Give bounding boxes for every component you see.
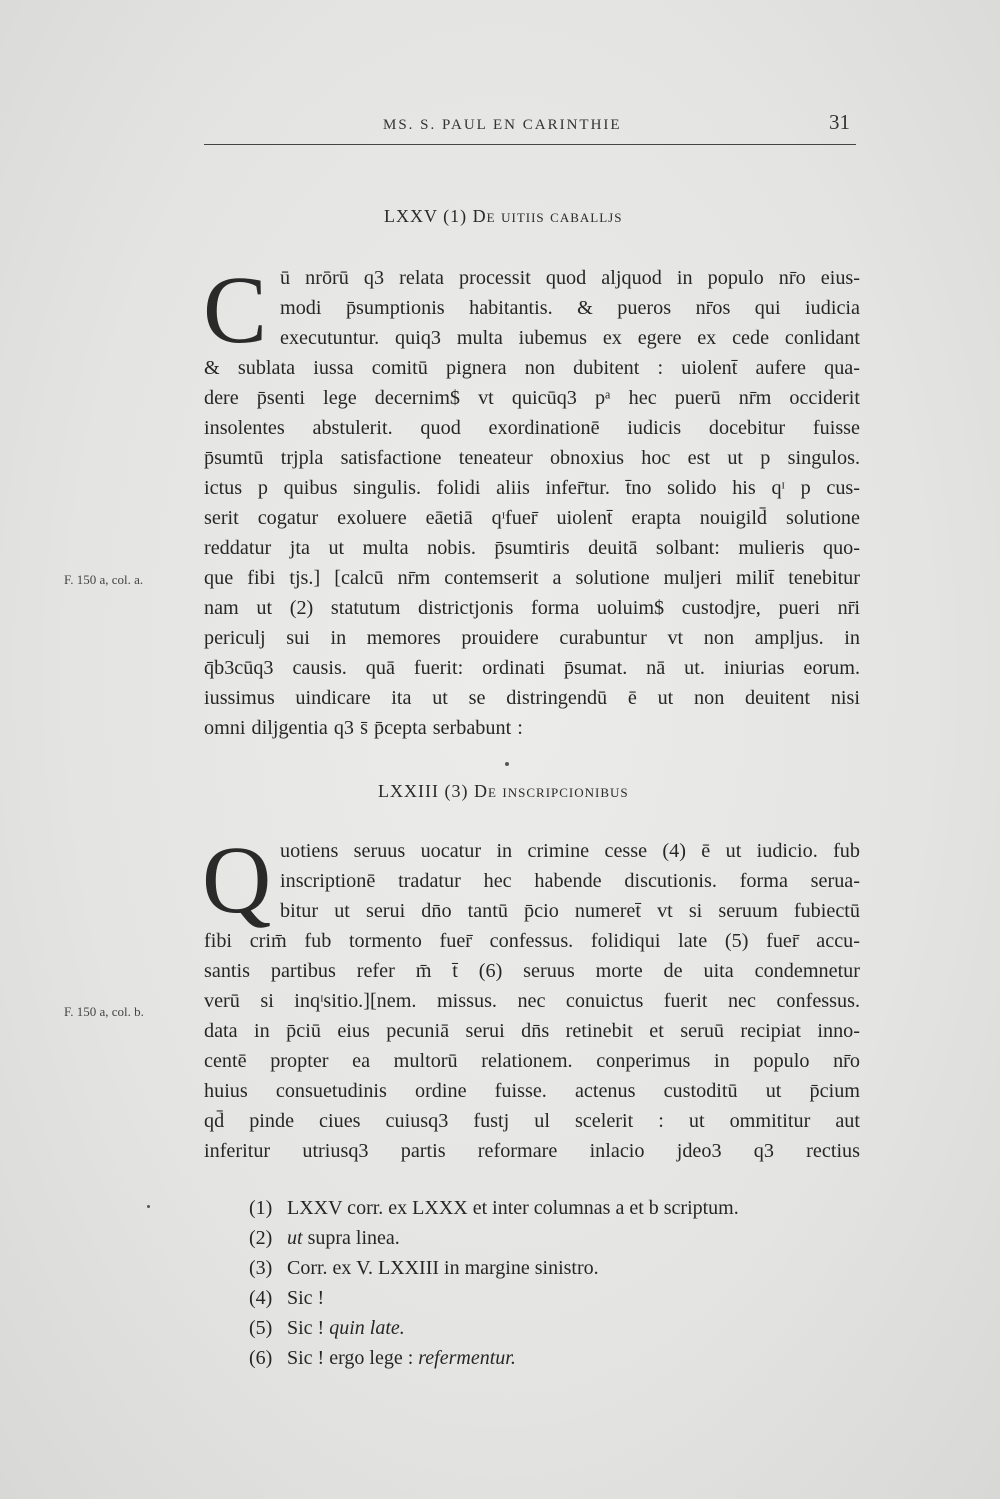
footnote-number: (5) <box>249 1317 273 1339</box>
footnote-text: Sic ! <box>287 1287 325 1309</box>
footnote-text: Corr. ex V. LXXIII in margine sinistro. <box>287 1257 599 1279</box>
footnotes <box>249 1193 739 1373</box>
text-line: bitur ut serui dn̄o tantū p̄cio numeret̄ vt si seruum fubiectū <box>280 900 860 922</box>
text-line: fibi crim̄ fub tormento fuer̄ confessus. folidiqui late (5) fuer̄ accu- <box>204 930 860 952</box>
text-line: executuntur. quiq3 multa iubemus ex egere ex cede conlidant <box>280 327 860 349</box>
footnote-3 <box>249 1253 739 1283</box>
margin-note-col-b: F. 150 a, col. b. <box>64 1004 144 1019</box>
section2-text <box>204 836 860 1166</box>
dropcap-c: C <box>203 256 268 363</box>
footnote-5 <box>249 1313 739 1343</box>
text-line: reddatur jta ut multa nobis. p̄sumtiris deuitā solbant: mulieris quo- <box>204 537 860 559</box>
text-line: modi p̄sumptionis habitantis. & pueros nr̄os qui iudicia <box>280 297 860 319</box>
text-line: insolentes abstulerit. quod exordinationē iudicis docebitur fuisse <box>204 417 860 439</box>
dropcap-q: Q <box>202 826 272 933</box>
page-number: 31 <box>829 110 850 134</box>
footnote-number: (3) <box>249 1257 273 1279</box>
text-line: omni diljgentia q3 s̄ p̄cepta serbabunt : <box>204 717 523 739</box>
section-heading-lxxv: LXXV (1) De uitiis caballjs <box>384 206 623 226</box>
footnote-number: (4) <box>249 1287 273 1309</box>
footnote-number: (1) <box>249 1197 273 1219</box>
text-line: periculj sui in memores prouidere curabuntur vt non ampljus. in <box>204 627 860 649</box>
footnote-text: Sic ! ergo lege : <box>287 1347 419 1369</box>
text-line: uotiens seruus uocatur in crimine cesse (4) ē ut iudicio. fub <box>280 840 860 862</box>
footnote-text: LXXV corr. ex LXXX et inter columnas a et b scriptum. <box>287 1197 739 1219</box>
text-line: p̄sumtū trjpla satisfactione teneateur obnoxius hoc est ut p singulos. <box>204 447 860 469</box>
text-line: nam ut (2) statutum districtjonis forma uoluim$ custodjre, pueri nr̄i <box>204 597 860 619</box>
section-heading-lxxiii: LXXIII (3) De inscripcionibus <box>378 781 629 801</box>
text-line: data in p̄ciū eius pecuniā serui dn̄s retinebit et seruū recipiat inno- <box>204 1020 860 1042</box>
footnote-italic: quin late. <box>329 1317 405 1339</box>
footnote-number: (6) <box>249 1347 273 1369</box>
text-line: huius consuetudinis ordine fuisse. actenus custoditū ut p̄cium <box>204 1080 860 1102</box>
margin-note-col-a: F. 150 a, col. a. <box>64 572 144 587</box>
text-line: dere p̄senti lege decernim$ vt quicūq3 pᵃ hec puerū nr̄m occiderit <box>204 387 860 409</box>
footnote-number: (2) <box>249 1227 273 1249</box>
text-line: santis partibus refer m̄ t̄ (6) seruus morte de uita condemnetur <box>204 960 860 982</box>
footnote-2 <box>249 1223 739 1253</box>
text-line: iussimus uindicare ita ut se distringendū ē ut non deuitent nisi <box>204 687 860 709</box>
footnote-1 <box>249 1193 739 1223</box>
section1-text <box>203 256 860 743</box>
footnote-text: supra linea. <box>302 1227 400 1249</box>
text-line: qd̄ pinde ciues cuiusq3 fustj ul scelerit : ut ommititur aut <box>204 1110 860 1132</box>
text-line: ictus p quibus singulis. folidi aliis infer̄tur. t̄no solido his qᶦ p cus- <box>204 477 860 499</box>
ink-dot <box>505 762 509 766</box>
text-line: verū si inqᶦsitio.][nem. missus. nec conuictus fuerit nec confessus. <box>204 990 860 1012</box>
footnote-italic: ut <box>287 1227 303 1249</box>
running-head-title: MS. S. PAUL EN CARINTHIE <box>383 117 622 133</box>
footnote-4 <box>249 1283 739 1313</box>
text-line: q̄b3cūq3 causis. quā fuerit: ordinati p̄sumat. nā ut. iniurias eorum. <box>204 657 860 679</box>
text-line: centē propter ea multorū relationem. conperimus in populo nr̄o <box>204 1050 860 1072</box>
text-line: serit cogatur exoluere eāetiā qᶦfuer̄ uiolent̄ erapta nouigild̄ solutione <box>204 507 860 529</box>
text-line: ū nrōrū q3 relata processit quod aljquod in populo nr̄o eius- <box>280 267 860 289</box>
text-line: & sublata iussa comitū pignera non dubitent : uiolent̄ aufere qua- <box>204 357 860 379</box>
text-line: que fibi tjs.] [calcū nr̄m contemserit a solutione muljeri milit̄ tenebitur <box>204 567 860 589</box>
footnote-text: Sic ! <box>287 1317 330 1339</box>
footnote-6 <box>249 1343 739 1373</box>
header-rule <box>204 144 856 145</box>
footnote-italic: refermentur. <box>418 1347 516 1369</box>
text-line: inferitur utriusq3 partis reformare inlacio jdeo3 q3 rectius <box>204 1140 860 1162</box>
text-line: inscriptionē tradatur hec habende discutionis. forma serua- <box>280 870 860 892</box>
ink-dot <box>147 1205 150 1208</box>
